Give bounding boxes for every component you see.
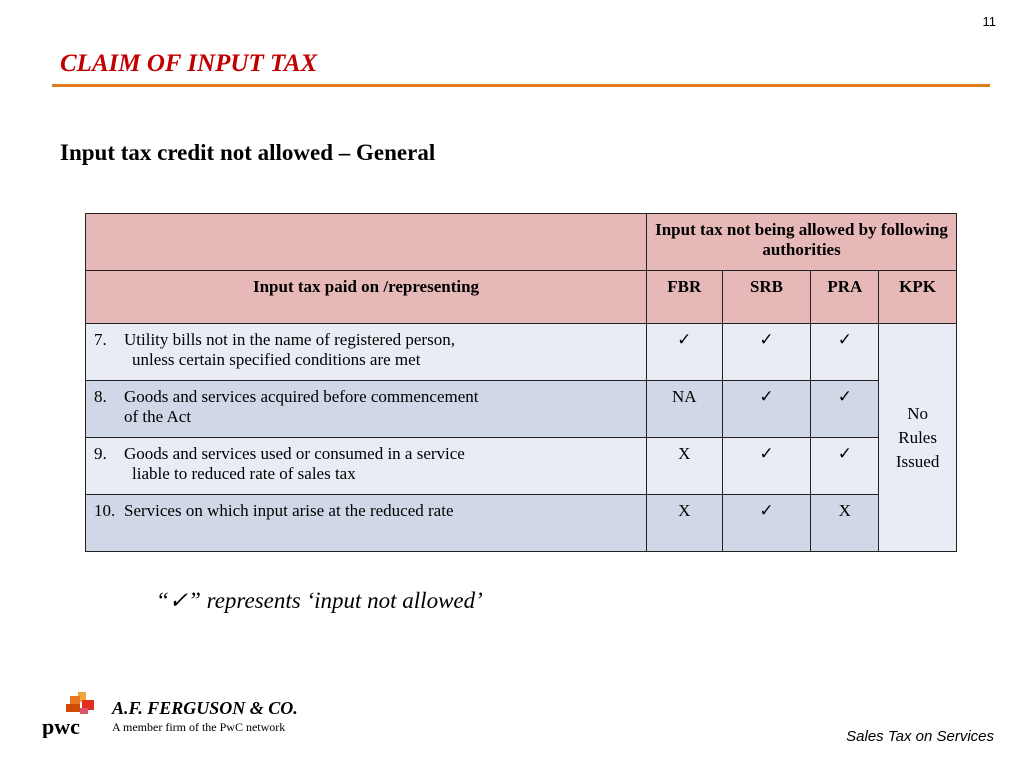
row-text-line2: liable to reduced rate of sales tax bbox=[132, 464, 356, 483]
section-subtitle: Input tax credit not allowed – General bbox=[60, 140, 436, 165]
row-description bbox=[86, 438, 647, 495]
legend-note: “✓” represents ‘input not allowed’ bbox=[156, 588, 483, 613]
header-authorities-group: Input tax not being allowed by following authorities bbox=[647, 214, 957, 271]
header-blank-cell bbox=[86, 214, 647, 271]
row-description bbox=[86, 495, 647, 552]
row-number: 7. bbox=[94, 330, 107, 349]
row-text-line1: Goods and services acquired before commencement bbox=[124, 387, 479, 406]
row-description bbox=[86, 324, 647, 381]
kpk-note-line: Issued bbox=[895, 451, 940, 471]
row-text-line1: Goods and services used or consumed in a service bbox=[124, 444, 465, 463]
firm-name: A.F. FERGUSON & CO. bbox=[112, 698, 298, 718]
input-tax-table bbox=[85, 213, 957, 552]
pra-mark: ✓ bbox=[811, 381, 879, 438]
table-row bbox=[86, 495, 957, 552]
pra-mark: X bbox=[811, 495, 879, 552]
header-kpk: KPK bbox=[879, 271, 957, 324]
kpk-note bbox=[879, 324, 957, 552]
srb-mark: ✓ bbox=[722, 495, 811, 552]
fbr-mark: NA bbox=[647, 381, 723, 438]
header-description: Input tax paid on /representing bbox=[86, 271, 647, 324]
table-row bbox=[86, 438, 957, 495]
kpk-note-line: Rules bbox=[898, 427, 937, 447]
fbr-mark: X bbox=[647, 438, 723, 495]
table-row bbox=[86, 324, 957, 381]
row-description bbox=[86, 381, 647, 438]
row-text-line1: Utility bills not in the name of registered person, bbox=[124, 330, 455, 349]
header-pra: PRA bbox=[811, 271, 879, 324]
row-text-line2: of the Act bbox=[124, 407, 192, 426]
page-number: 11 bbox=[982, 14, 996, 29]
srb-mark: ✓ bbox=[722, 324, 811, 381]
kpk-note-line: No bbox=[907, 403, 928, 423]
row-text-line1: Services on which input arise at the reduced rate bbox=[124, 501, 454, 520]
pra-mark: ✓ bbox=[811, 324, 879, 381]
header-fbr: FBR bbox=[647, 271, 723, 324]
row-number: 8. bbox=[94, 387, 107, 406]
pwc-logo-icon bbox=[40, 690, 100, 738]
row-number: 10. bbox=[94, 501, 116, 520]
srb-mark: ✓ bbox=[722, 381, 811, 438]
firm-tagline: A member firm of the PwC network bbox=[112, 720, 286, 734]
header-srb: SRB bbox=[722, 271, 811, 324]
pra-mark: ✓ bbox=[811, 438, 879, 495]
table-row bbox=[86, 381, 957, 438]
slide-title: CLAIM OF INPUT TAX bbox=[60, 50, 318, 77]
title-rule bbox=[52, 84, 990, 87]
pwc-logo-text: pwc bbox=[42, 714, 80, 738]
row-text-line2: unless certain specified conditions are met bbox=[132, 350, 421, 369]
fbr-mark: X bbox=[647, 495, 723, 552]
srb-mark: ✓ bbox=[722, 438, 811, 495]
footer-text: Sales Tax on Services bbox=[846, 728, 994, 745]
fbr-mark: ✓ bbox=[647, 324, 723, 381]
row-number: 9. bbox=[94, 444, 107, 463]
